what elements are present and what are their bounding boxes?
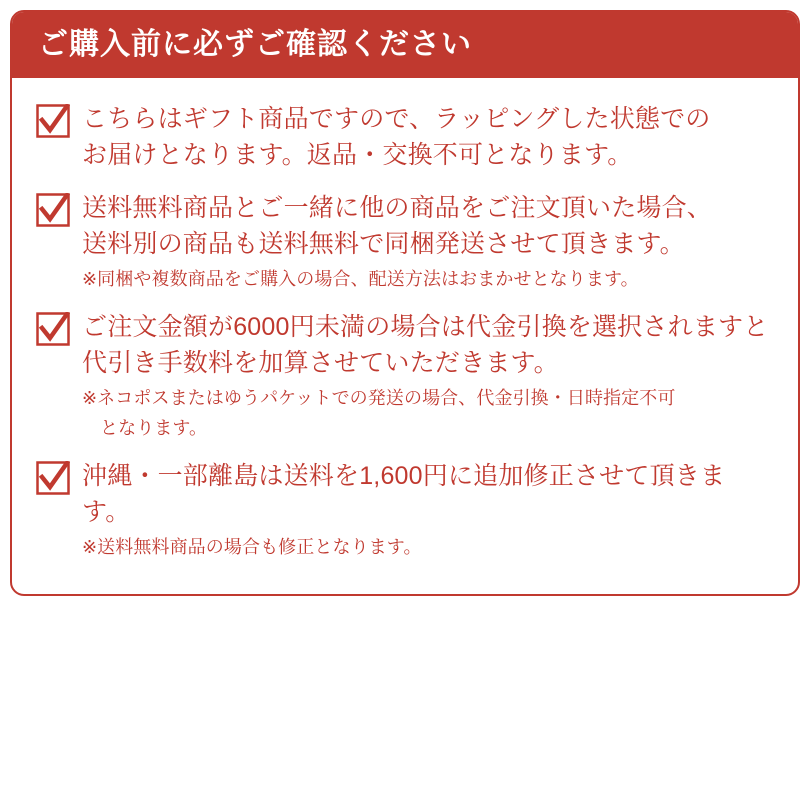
check-mark-icon — [36, 104, 70, 138]
item-note-line: ※ネコポスまたはゆうパケットでの発送の場合、代金引換・日時指定不可 — [82, 388, 676, 409]
list-item — [36, 191, 772, 292]
item-text-line: 送料別の商品も送料無料で同梱発送させて頂きます。 — [82, 229, 685, 258]
item-note-line: ※送料無料商品の場合も修正となります。 — [82, 537, 422, 558]
check-mark-icon — [36, 193, 70, 227]
list-item — [36, 102, 772, 173]
page-title: ご購入前に必ずご確認ください — [38, 28, 472, 61]
item-text-line: ご注文金額が6000円未満の場合は代金引換を選択されますと — [82, 313, 769, 342]
item-text-line: 沖縄・一部離島は送料を1,600円に追加修正させて頂きます。 — [82, 462, 726, 526]
check-mark-icon — [36, 461, 70, 495]
item-text-line: 代引き手数料を加算させていただきます。 — [82, 348, 559, 377]
notice-list — [12, 78, 798, 594]
notice-header — [12, 12, 798, 78]
item-note-line: ※同梱や複数商品をご購入の場合、配送方法はおまかせとなります。 — [82, 269, 639, 289]
item-text-line: 送料無料商品とご一緒に他の商品をご注文頂いた場合、 — [82, 194, 713, 222]
item-text-line: こちらはギフト商品ですので、ラッピングした状態での — [82, 105, 711, 133]
check-mark-icon — [36, 312, 70, 346]
list-item — [36, 310, 772, 441]
purchase-notice-card — [10, 10, 800, 596]
item-note-line: となります。 — [100, 418, 208, 439]
list-item — [36, 459, 772, 560]
item-text-line: お届けとなります。返品・交換不可となります。 — [82, 140, 633, 169]
